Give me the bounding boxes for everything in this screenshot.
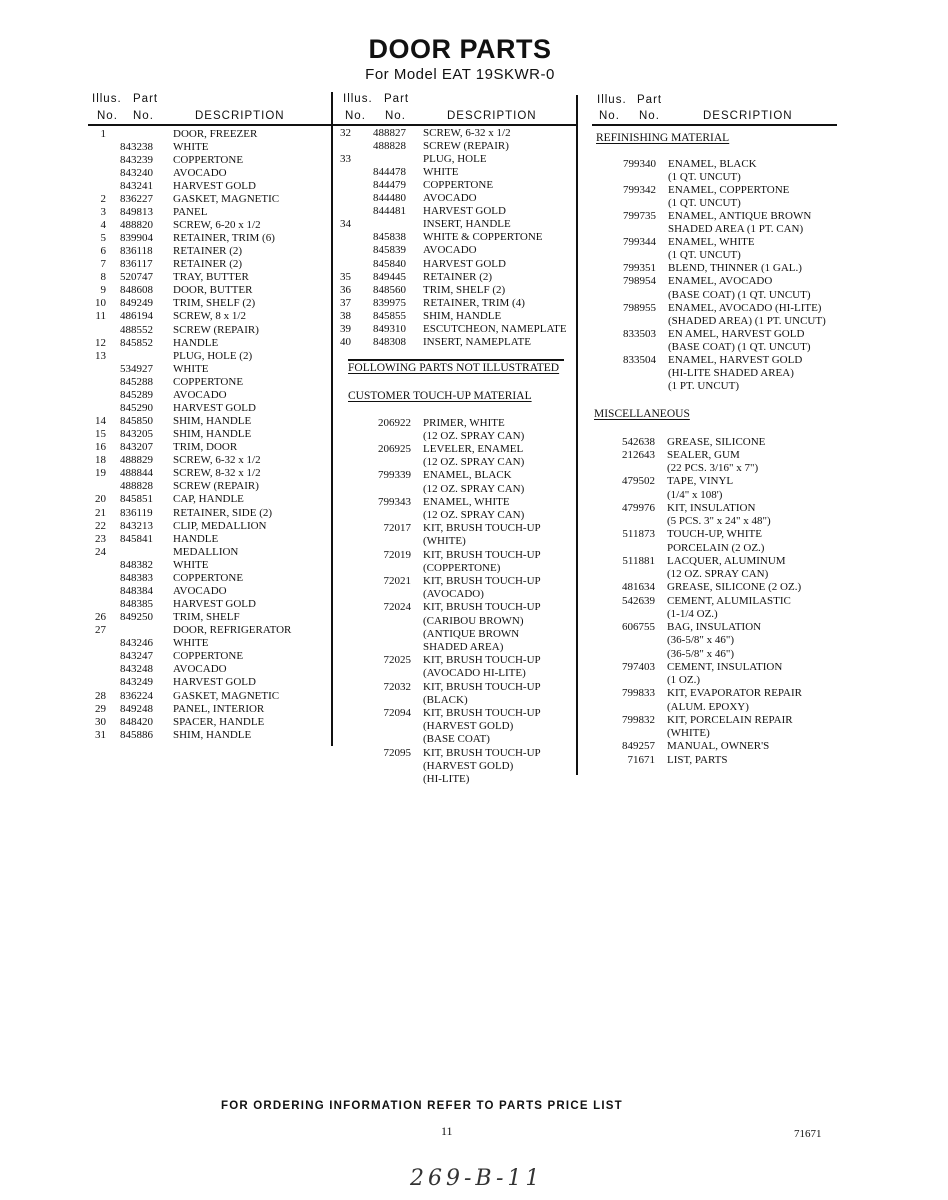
part-description: (12 OZ. SPRAY CAN)	[423, 508, 525, 521]
part-description: (36-5/8" x 46")	[667, 647, 735, 660]
part-description: (1 QT. UNCUT)	[668, 170, 741, 183]
part-description: HARVEST GOLD	[173, 401, 256, 414]
illus-number: 8	[100, 271, 106, 284]
part-description: AVOCADO	[423, 192, 477, 204]
part-number: 534927	[120, 362, 153, 375]
part-description: WHITE	[423, 165, 459, 178]
part-number: 511881	[622, 554, 655, 567]
header-no: No.	[133, 110, 154, 122]
illus-number: 12	[95, 336, 106, 349]
part-description: (1 QT. UNCUT)	[668, 196, 741, 209]
illus-number: 14	[95, 415, 106, 428]
part-description: (12 OZ. SPRAY CAN)	[667, 568, 769, 580]
part-number: 836117	[120, 258, 153, 271]
header-illus: Illus.	[343, 93, 373, 105]
part-number: 797403	[622, 660, 655, 673]
illus-number: 15	[95, 428, 106, 441]
part-description: KIT, BRUSH TOUCH-UP	[423, 522, 541, 535]
header-illus: Illus.	[597, 94, 627, 106]
part-number: 799344	[623, 236, 656, 249]
part-description: AVOCADO	[423, 244, 477, 257]
header-description: DESCRIPTION	[195, 110, 285, 122]
part-number: 849445	[373, 270, 406, 283]
ordering-note: FOR ORDERING INFORMATION REFER TO PARTS PRICE LIST	[221, 1100, 623, 1112]
part-number: 833503	[623, 327, 656, 340]
part-description: (COPPERTONE)	[423, 561, 501, 574]
part-description: AVOCADO	[173, 388, 227, 401]
part-description: SHIM, HANDLE	[173, 428, 252, 441]
part-description: HARVEST GOLD	[423, 205, 506, 218]
part-description: (5 PCS. 3" x 24" x 48")	[667, 515, 771, 527]
part-number: 848383	[120, 571, 153, 584]
part-description: MANUAL, OWNER'S	[667, 740, 770, 753]
part-description: ENAMEL, AVOCADO	[668, 275, 773, 288]
illus-number: 11	[95, 310, 106, 323]
part-number: 844480	[373, 192, 406, 204]
part-number: 206922	[378, 416, 411, 429]
part-description: (BASE COAT)	[423, 733, 490, 746]
part-number: 833504	[623, 354, 656, 366]
part-description: TRIM, SHELF	[173, 611, 240, 624]
illus-number: 38	[340, 309, 351, 322]
part-number: 72094	[383, 706, 411, 719]
page-title: DOOR PARTS	[368, 34, 552, 64]
touchup-heading: CUSTOMER TOUCH-UP MATERIAL	[348, 390, 532, 402]
part-description: KIT, BRUSH TOUCH-UP	[423, 746, 541, 759]
part-description: KIT, PORCELAIN REPAIR	[667, 713, 793, 726]
part-description: (CARIBOU BROWN)	[423, 614, 524, 627]
part-description: AVOCADO	[173, 166, 227, 179]
part-number: 520747	[120, 271, 153, 284]
part-number: 843207	[120, 441, 153, 454]
refinishing-heading: REFINISHING MATERIAL	[596, 132, 730, 144]
part-number: 843248	[120, 663, 153, 676]
illus-number: 29	[95, 702, 106, 715]
part-number: 843239	[120, 153, 153, 166]
part-number: 845841	[120, 532, 153, 545]
illus-number: 21	[95, 506, 106, 519]
part-number: 845850	[120, 415, 153, 428]
part-number: 798954	[623, 275, 656, 288]
part-number: 72017	[383, 522, 411, 535]
part-number: 844481	[373, 205, 406, 218]
part-description: ENAMEL, WHITE	[668, 236, 755, 249]
part-number: 845288	[120, 375, 153, 388]
part-number: 481634	[622, 581, 655, 594]
part-number: 799342	[623, 183, 656, 196]
part-number: 845840	[373, 257, 406, 270]
part-number: 845852	[120, 336, 153, 349]
part-description: (AVOCADO HI-LITE)	[423, 667, 526, 680]
part-number: 848420	[120, 715, 153, 728]
part-description: (ANTIQUE BROWN	[423, 627, 520, 640]
part-number: 849257	[622, 740, 655, 753]
part-description: (1-1/4 OZ.)	[667, 607, 718, 620]
part-description: (22 PCS. 3/16" x 7")	[667, 462, 759, 474]
part-description: SHIM, HANDLE	[173, 728, 252, 741]
part-description: (HI-LITE)	[423, 772, 470, 785]
part-number: 845838	[373, 231, 406, 244]
part-description: RETAINER (2)	[173, 245, 243, 258]
illus-number: 22	[95, 519, 106, 532]
illus-number: 40	[340, 336, 351, 349]
part-description: TRIM, SHELF (2)	[423, 283, 506, 296]
part-description: (BLACK)	[423, 693, 468, 706]
illus-number: 13	[95, 349, 106, 362]
document-number: 71671	[794, 1128, 822, 1140]
part-description: KIT, BRUSH TOUCH-UP	[423, 601, 541, 614]
part-number: 488820	[120, 218, 153, 231]
model-subtitle: For Model EAT 19SKWR-0	[365, 66, 555, 83]
part-description: SCREW, 8-32 x 1/2	[173, 467, 261, 480]
illus-number: 27	[95, 624, 106, 637]
part-number: 799351	[623, 262, 656, 275]
not-illustrated-heading: FOLLOWING PARTS NOT ILLUSTRATED	[348, 362, 560, 374]
illus-number: 10	[95, 297, 106, 310]
illus-number: 31	[95, 728, 106, 741]
part-description: (SHADED AREA) (1 PT. UNCUT)	[668, 314, 826, 327]
header-part: Part	[384, 93, 410, 105]
illus-number: 34	[340, 218, 351, 231]
part-description: (12 OZ. SPRAY CAN)	[423, 429, 525, 442]
part-number: 836119	[120, 506, 153, 519]
header-no: No.	[97, 110, 118, 122]
part-number: 843246	[120, 637, 153, 650]
illus-number: 26	[95, 611, 106, 624]
part-number: 845851	[120, 493, 153, 506]
column-divider	[331, 92, 333, 746]
part-number: 488828	[373, 139, 406, 152]
part-description: COPPERTONE	[173, 571, 244, 584]
part-description: WHITE	[173, 558, 209, 571]
part-description: (ALUM. EPOXY)	[667, 700, 749, 713]
section-rule	[348, 359, 564, 361]
part-number: 849249	[120, 297, 153, 310]
illus-number: 32	[340, 126, 351, 139]
part-description: KIT, BRUSH TOUCH-UP	[423, 574, 541, 587]
part-number: 843240	[120, 166, 153, 179]
illus-number: 6	[100, 245, 106, 258]
header-no: No.	[385, 110, 406, 122]
header-description: DESCRIPTION	[703, 110, 793, 122]
part-description: GREASE, SILICONE (2 OZ.)	[667, 581, 802, 594]
part-description: DOOR, REFRIGERATOR	[173, 624, 292, 637]
part-description: RETAINER (2)	[423, 270, 493, 283]
part-description: HARVEST GOLD	[173, 676, 256, 689]
part-description: TOUCH-UP, WHITE	[667, 528, 762, 541]
part-description: SHIM, HANDLE	[173, 415, 252, 428]
part-description: CLIP, MEDALLION	[173, 519, 267, 532]
part-description: (HARVEST GOLD)	[423, 759, 514, 772]
part-number: 836118	[120, 245, 153, 258]
part-description: PANEL, INTERIOR	[173, 702, 265, 715]
part-description: WHITE	[173, 140, 209, 153]
part-description: KIT, INSULATION	[667, 501, 756, 514]
part-description: ENAMEL, ANTIQUE BROWN	[668, 209, 812, 222]
header-part: Part	[133, 93, 159, 105]
part-description: BLEND, THINNER (1 GAL.)	[668, 262, 802, 275]
part-description: GREASE, SILICONE	[667, 435, 766, 448]
illus-number: 2	[100, 192, 106, 205]
part-number: 844478	[373, 165, 406, 178]
part-description: SCREW (REPAIR)	[423, 139, 509, 152]
part-description: SHADED AREA)	[423, 640, 504, 653]
part-number: 486194	[120, 310, 153, 323]
part-description: AVOCADO	[173, 663, 227, 676]
part-description: (12 OZ. SPRAY CAN)	[423, 482, 525, 495]
part-number: 849248	[120, 702, 153, 715]
part-number: 845886	[120, 728, 153, 741]
part-number: 798955	[623, 301, 656, 314]
part-number: 799343	[378, 495, 411, 508]
illus-number: 5	[100, 232, 106, 245]
part-description: CAP, HANDLE	[173, 493, 244, 506]
part-number: 71671	[627, 753, 655, 766]
part-number: 845290	[120, 401, 153, 414]
part-description: KIT, BRUSH TOUCH-UP	[423, 548, 541, 561]
part-number: 72025	[383, 654, 411, 667]
part-description: KIT, BRUSH TOUCH-UP	[423, 654, 541, 667]
part-description: CEMENT, INSULATION	[667, 660, 783, 673]
illus-number: 30	[95, 715, 106, 728]
part-description: (HARVEST GOLD)	[423, 720, 514, 733]
illus-number: 4	[100, 218, 106, 231]
part-description: (BASE COAT) (1 QT. UNCUT)	[668, 340, 811, 353]
part-number: 839975	[373, 296, 406, 309]
part-description: PLUG, HOLE (2)	[173, 349, 253, 362]
part-description: HANDLE	[173, 532, 219, 545]
illus-number: 18	[95, 454, 106, 467]
part-number: 845289	[120, 388, 153, 401]
part-number: 488827	[373, 126, 406, 139]
part-number: 606755	[622, 621, 655, 633]
part-description: LIST, PARTS	[667, 753, 728, 766]
part-description: COPPERTONE	[173, 650, 244, 663]
part-description: RETAINER, SIDE (2)	[173, 506, 273, 519]
part-number: 206925	[378, 442, 411, 455]
part-description: (AVOCADO)	[423, 588, 484, 601]
part-description: (12 OZ. SPRAY CAN)	[423, 456, 525, 469]
illus-number: 20	[95, 493, 106, 506]
part-description: RETAINER, TRIM (4)	[423, 296, 525, 309]
header-rule	[88, 124, 331, 126]
part-description: ENAMEL, HARVEST GOLD	[668, 354, 803, 366]
part-description: RETAINER, TRIM (6)	[173, 232, 275, 245]
illus-number: 19	[95, 467, 106, 480]
part-description: PLUG, HOLE	[423, 152, 487, 165]
part-description: LEVELER, ENAMEL	[423, 442, 524, 455]
part-number: 843213	[120, 519, 153, 532]
part-number: 72032	[383, 680, 411, 693]
part-description: DOOR, FREEZER	[173, 127, 258, 140]
part-description: ENAMEL, BLACK	[423, 469, 512, 482]
part-description: KIT, BRUSH TOUCH-UP	[423, 680, 541, 693]
part-number: 799833	[622, 687, 655, 700]
illus-number: 28	[95, 689, 106, 702]
header-description: DESCRIPTION	[447, 110, 537, 122]
part-number: 799339	[378, 469, 411, 482]
handwritten-note: 269-B-11	[410, 1166, 544, 1191]
part-number: 488552	[120, 323, 153, 336]
part-description: AVOCADO	[173, 584, 227, 597]
part-number: 836224	[120, 689, 153, 702]
part-description: GASKET, MAGNETIC	[173, 192, 280, 205]
part-description: LACQUER, ALUMINUM	[667, 554, 786, 567]
part-number: 542638	[622, 435, 655, 448]
part-description: HARVEST GOLD	[173, 179, 256, 192]
part-description: (1 QT. UNCUT)	[668, 249, 741, 262]
part-description: HANDLE	[173, 336, 219, 349]
part-description: ENAMEL, COPPERTONE	[668, 183, 790, 196]
part-description: SCREW (REPAIR)	[173, 480, 259, 493]
part-description: SCREW (REPAIR)	[173, 323, 259, 336]
part-description: SCREW, 6-20 x 1/2	[173, 218, 261, 231]
part-description: WHITE & COPPERTONE	[423, 231, 543, 244]
part-description: (1 PT. UNCUT)	[668, 380, 739, 393]
header-no: No.	[639, 110, 660, 122]
illus-number: 36	[340, 283, 351, 296]
illus-number: 1	[100, 127, 106, 140]
illus-number: 37	[340, 296, 351, 309]
part-description: (1 OZ.)	[667, 674, 700, 686]
part-description: HARVEST GOLD	[423, 257, 506, 270]
part-description: BAG, INSULATION	[667, 621, 762, 633]
part-number: 72024	[383, 601, 411, 614]
part-number: 72021	[383, 574, 411, 587]
part-number: 511873	[622, 528, 655, 541]
part-description: SEALER, GUM	[667, 448, 740, 461]
part-number: 848384	[120, 584, 153, 597]
part-number: 479502	[622, 475, 655, 488]
part-number: 849813	[120, 205, 153, 218]
part-description: SCREW, 6-32 x 1/2	[173, 454, 261, 467]
part-number: 843247	[120, 650, 153, 663]
part-description: ENAMEL, BLACK	[668, 157, 757, 170]
column-divider	[576, 95, 578, 775]
illus-number: 23	[95, 532, 106, 545]
part-number: 799735	[623, 209, 656, 222]
part-number: 72019	[383, 548, 411, 561]
part-description: TRIM, DOOR	[173, 441, 238, 454]
part-number: 843241	[120, 179, 153, 192]
part-description: GASKET, MAGNETIC	[173, 689, 280, 702]
part-number: 848382	[120, 558, 153, 571]
part-description: (36-5/8" x 46")	[667, 634, 735, 647]
part-number: 843205	[120, 428, 153, 441]
header-rule	[592, 124, 837, 126]
part-description: CEMENT, ALUMILASTIC	[667, 594, 791, 607]
part-number: 844479	[373, 178, 406, 191]
illus-number: 33	[340, 152, 351, 165]
part-description: WHITE	[173, 362, 209, 375]
part-description: PRIMER, WHITE	[423, 416, 505, 429]
part-description: (1/4" x 108')	[667, 488, 723, 501]
part-number: 488829	[120, 454, 153, 467]
part-number: 488844	[120, 467, 153, 480]
part-description: TRIM, SHELF (2)	[173, 297, 256, 310]
part-number: 848560	[373, 283, 406, 296]
part-description: PORCELAIN (2 OZ.)	[667, 541, 765, 554]
part-number: 843238	[120, 140, 153, 153]
header-no: No.	[599, 110, 620, 122]
part-number: 848308	[373, 336, 406, 349]
part-number: 799832	[622, 713, 655, 726]
part-description: TAPE, VINYL	[667, 475, 734, 488]
illus-number: 3	[100, 205, 106, 218]
part-description: (WHITE)	[667, 727, 710, 739]
part-number: 488828	[120, 480, 153, 493]
part-number: 845855	[373, 309, 406, 322]
part-number: 799340	[623, 157, 656, 170]
part-description: ENAMEL, WHITE	[423, 495, 510, 508]
part-number: 836227	[120, 192, 153, 205]
part-description: HARVEST GOLD	[173, 598, 256, 611]
part-description: INSERT, NAMEPLATE	[423, 336, 531, 349]
part-number: 479976	[622, 501, 655, 514]
illus-number: 24	[95, 545, 106, 558]
part-number: 72095	[383, 746, 411, 759]
part-description: COPPERTONE	[173, 153, 244, 166]
part-description: COPPERTONE	[423, 178, 494, 191]
part-number: 849310	[373, 323, 406, 335]
part-description: RETAINER (2)	[173, 258, 243, 271]
part-number: 843249	[120, 676, 153, 689]
header-part: Part	[637, 94, 663, 106]
part-description: SPACER, HANDLE	[173, 715, 265, 728]
part-number: 848385	[120, 598, 153, 611]
part-description: (HI-LITE SHADED AREA)	[668, 367, 794, 380]
part-description: (BASE COAT) (1 QT. UNCUT)	[668, 288, 811, 301]
page-number: 11	[441, 1124, 453, 1138]
part-description: ESCUTCHEON, NAMEPLATE	[423, 323, 567, 335]
illus-number: 16	[95, 441, 106, 454]
header-illus: Illus.	[92, 93, 122, 105]
part-description: INSERT, HANDLE	[423, 218, 511, 231]
part-description: DOOR, BUTTER	[173, 284, 253, 297]
part-description: PANEL	[173, 205, 208, 218]
header-no: No.	[345, 110, 366, 122]
part-description: SHADED AREA (1 PT. CAN)	[668, 223, 804, 235]
part-description: SCREW, 8 x 1/2	[173, 310, 246, 323]
part-description: TRAY, BUTTER	[173, 271, 249, 284]
illus-number: 39	[340, 323, 351, 335]
miscellaneous-heading: MISCELLANEOUS	[594, 408, 690, 420]
part-description: KIT, EVAPORATOR REPAIR	[667, 687, 802, 700]
illus-number: 9	[100, 284, 106, 297]
part-description: MEDALLION	[173, 545, 239, 558]
illus-number: 35	[340, 270, 351, 283]
part-description: COPPERTONE	[173, 375, 244, 388]
part-description: ENAMEL, AVOCADO (HI-LITE)	[668, 301, 822, 314]
part-description: (WHITE)	[423, 535, 466, 548]
part-description: EN AMEL, HARVEST GOLD	[668, 327, 805, 340]
part-number: 848608	[120, 284, 153, 297]
part-number: 212643	[622, 448, 655, 461]
part-description: SCREW, 6-32 x 1/2	[423, 126, 511, 139]
part-number: 845839	[373, 244, 406, 257]
illus-number: 7	[100, 258, 106, 271]
part-number: 839904	[120, 232, 153, 245]
part-description: KIT, BRUSH TOUCH-UP	[423, 706, 541, 719]
part-number: 849250	[120, 611, 153, 624]
part-description: SHIM, HANDLE	[423, 309, 502, 322]
part-description: WHITE	[173, 637, 209, 650]
part-number: 542639	[622, 594, 655, 607]
